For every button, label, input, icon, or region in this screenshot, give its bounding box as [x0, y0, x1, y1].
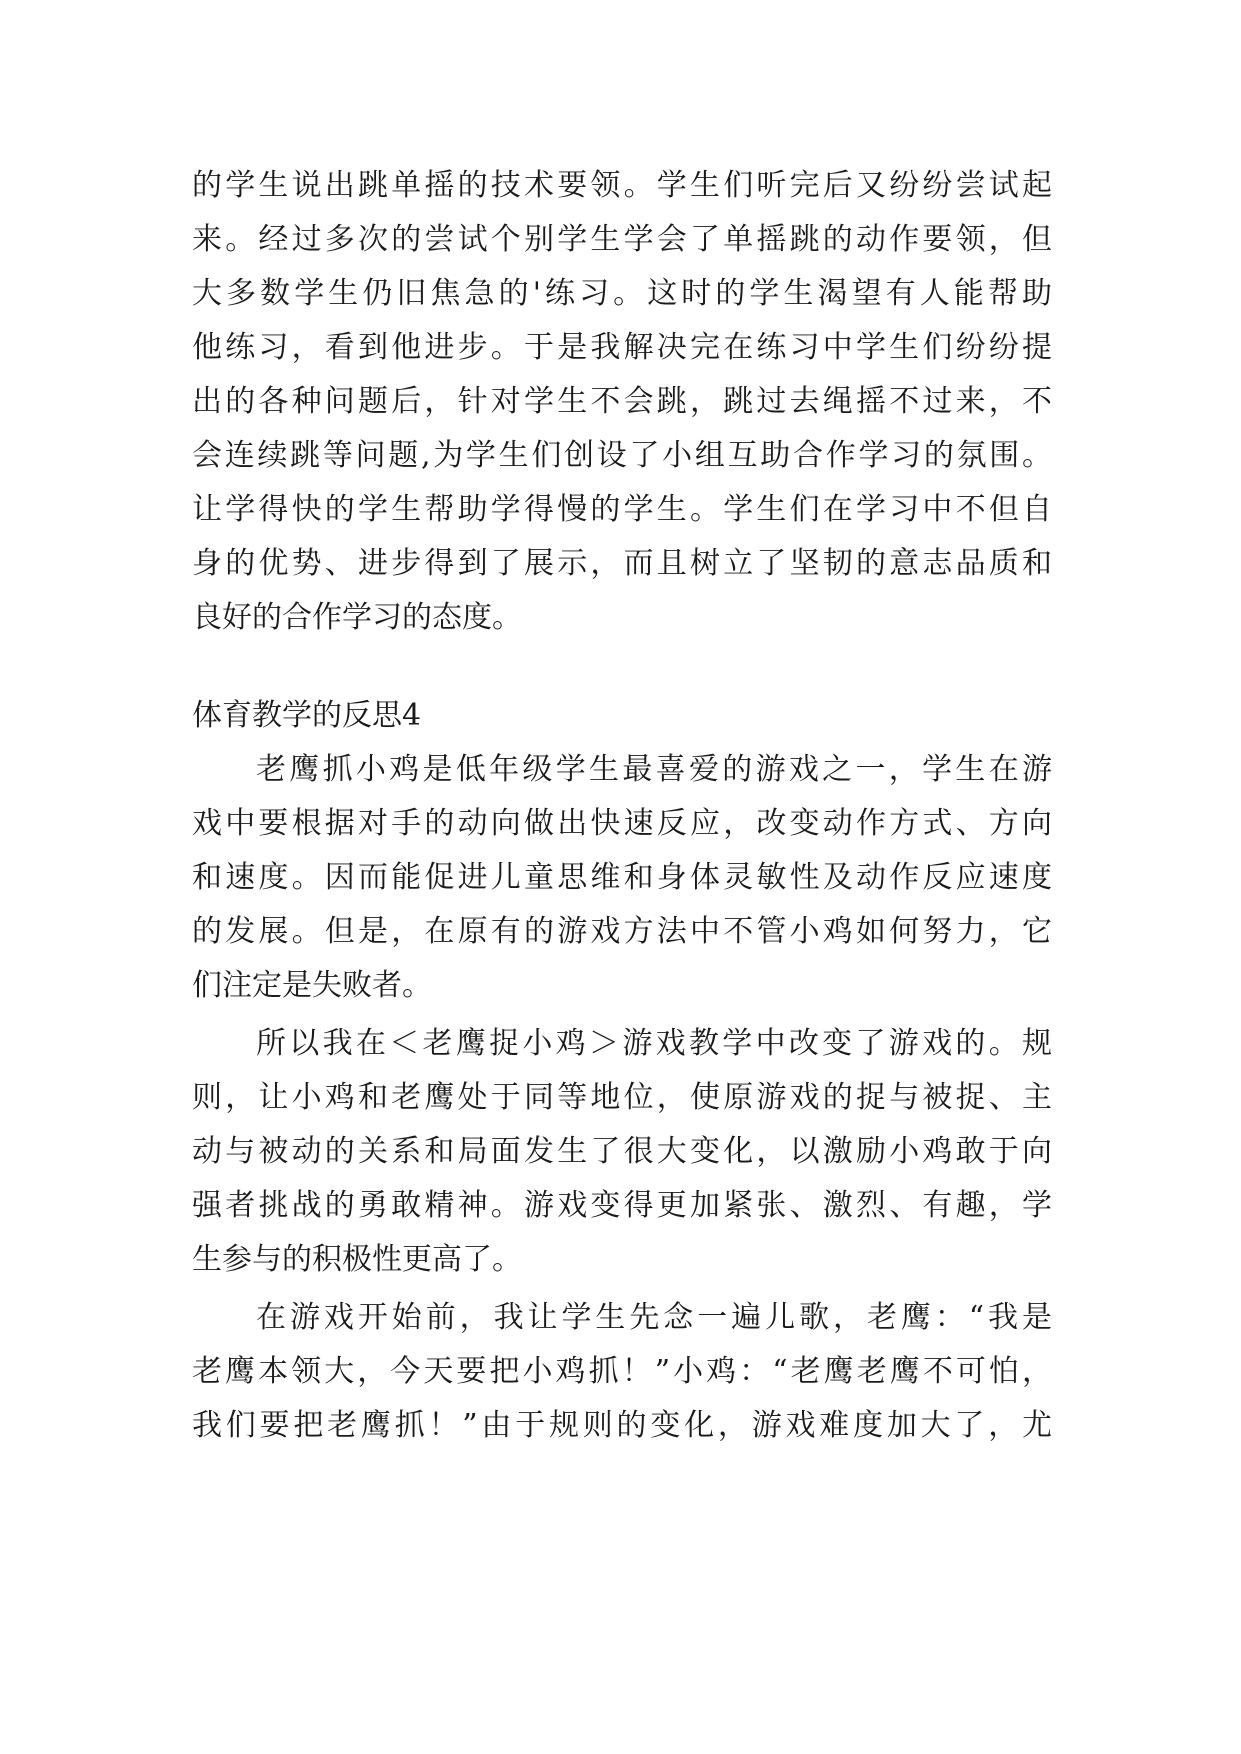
paragraph-line: 和速度。因而能促进儿童思维和身体灵敏性及动作反应速度	[192, 860, 1052, 895]
paragraph-line: 老鹰本领大，今天要把小鸡抓！”小鸡：“老鹰老鹰不可怕，	[192, 1354, 1052, 1389]
paragraph-line: 所以我在＜老鹰捉小鸡＞游戏教学中改变了游戏的。规	[256, 1026, 1052, 1061]
paragraph-line: 我们要把老鹰抓！”由于规则的变化，游戏难度加大了，尤	[192, 1408, 1052, 1443]
paragraph-line: 强者挑战的勇敢精神。游戏变得更加紧张、激烈、有趣，学	[192, 1188, 1052, 1223]
paragraph-line: 会连续跳等问题,为学生们创设了小组互助合作学习的氛围。	[192, 438, 1052, 473]
paragraph-line: 出的各种问题后，针对学生不会跳，跳过去绳摇不过来，不	[192, 384, 1052, 419]
paragraph-line: 的发展。但是，在原有的游戏方法中不管小鸡如何努力，它	[192, 914, 1052, 949]
paragraph-line: 的学生说出跳单摇的技术要领。学生们听完后又纷纷尝试起	[192, 168, 1052, 203]
paragraph-line: 来。经过多次的尝试个别学生学会了单摇跳的动作要领，但	[192, 222, 1052, 257]
paragraph-line: 良好的合作学习的态度。	[192, 600, 522, 635]
paragraph-line: 生参与的积极性更高了。	[192, 1242, 522, 1277]
paragraph-line: 大多数学生仍旧焦急的'练习。这时的学生渴望有人能帮助	[192, 276, 1052, 311]
paragraph-line: 老鹰抓小鸡是低年级学生最喜爱的游戏之一，学生在游	[256, 752, 1052, 787]
paragraph-line: 动与被动的关系和局面发生了很大变化，以激励小鸡敢于向	[192, 1134, 1052, 1169]
section-heading: 体育教学的反思4	[192, 698, 422, 733]
paragraph-line: 在游戏开始前，我让学生先念一遍儿歌，老鹰：“我是	[256, 1300, 1052, 1335]
paragraph-line: 则，让小鸡和老鹰处于同等地位，使原游戏的捉与被捉、主	[192, 1080, 1052, 1115]
paragraph-line: 戏中要根据对手的动向做出快速反应，改变动作方式、方向	[192, 806, 1052, 841]
paragraph-line: 让学得快的学生帮助学得慢的学生。学生们在学习中不但自	[192, 492, 1052, 527]
paragraph-line: 们注定是失败者。	[192, 968, 432, 1003]
paragraph-line: 他练习，看到他进步。于是我解决完在练习中学生们纷纷提	[192, 330, 1052, 365]
paragraph-line: 身的优势、进步得到了展示，而且树立了坚韧的意志品质和	[192, 546, 1052, 581]
